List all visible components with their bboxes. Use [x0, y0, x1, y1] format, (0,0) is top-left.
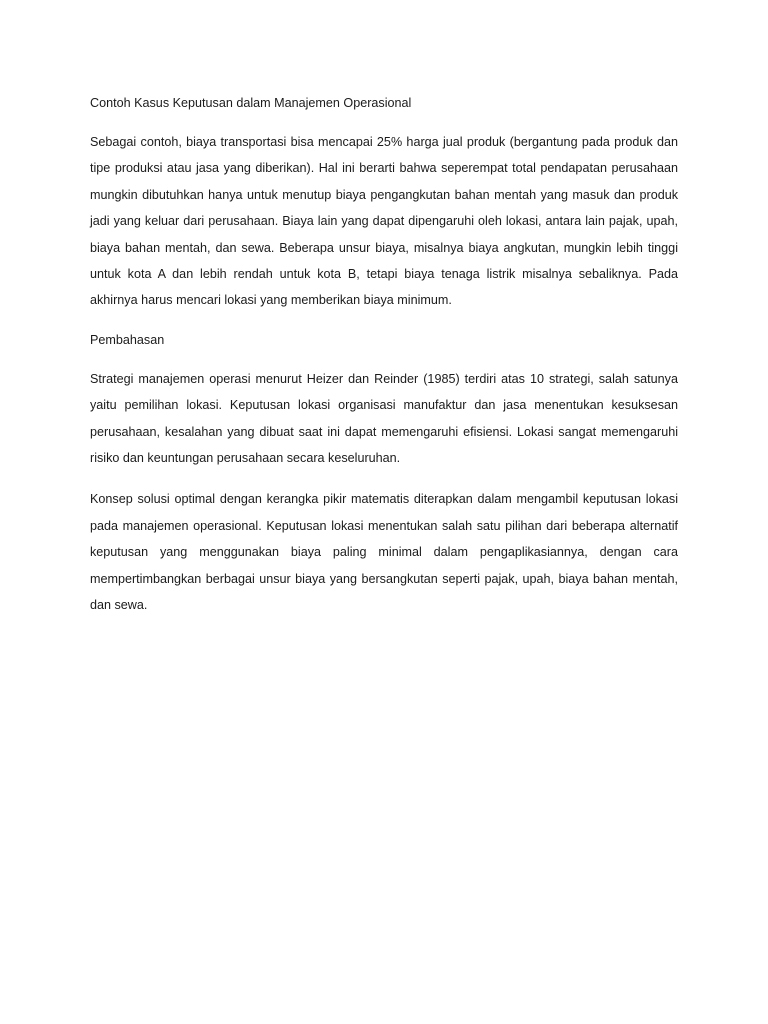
section-heading-pembahasan: Pembahasan: [90, 332, 165, 347]
paragraph-strategy: Strategi manajemen operasi menurut Heizer dan Reinder (1985) terdiri atas 10 strategi, salah satunya yaitu pemilihan lokasi. Keputusan lokasi organisasi manufaktur dan jasa menentukan kesuksesan perusahaan, kesalahan yang dibuat saat ini dapat memengaruhi efisiensi. Lokasi sangat memengaruhi risiko dan keuntungan perusahaan secara keseluruhan.: [90, 371, 678, 466]
document-title: Contoh Kasus Keputusan dalam Manajemen Operasional: [90, 96, 412, 110]
paragraph-example: Sebagai contoh, biaya transportasi bisa mencapai 25% harga jual produk (bergantung pada produk dan tipe produksi atau jasa yang diberikan). Hal ini berarti bahwa seperempat total pendapatan perusahaan mungkin dibutuhkan hanya untuk menutup biaya pengangkutan bahan mentah yang masuk dan produk jadi yang keluar dari perusahaan. Biaya lain yang dapat dipengaruhi oleh lokasi, antara lain pajak, upah, biaya bahan mentah, dan sewa. Beberapa unsur biaya, misalnya biaya angkutan, mungkin lebih tinggi untuk kota A dan lebih rendah untuk kota B, tetapi biaya tenaga listrik misalnya sebaliknya. Pada akhirnya harus mencari lokasi yang memberikan biaya minimum.: [90, 135, 678, 308]
paragraph-concept: Konsep solusi optimal dengan kerangka pikir matematis diterapkan dalam mengambil keputusan lokasi pada manajemen operasional. Keputusan lokasi menentukan salah satu pilihan dari beberapa alternatif keputusan yang menggunakan biaya paling minimal dalam pengaplikasiannya, dengan cara mempertimbangkan berbagai unsur biaya yang bersangkutan seperti pajak, upah, biaya bahan mentah, dan sewa.: [90, 492, 678, 613]
